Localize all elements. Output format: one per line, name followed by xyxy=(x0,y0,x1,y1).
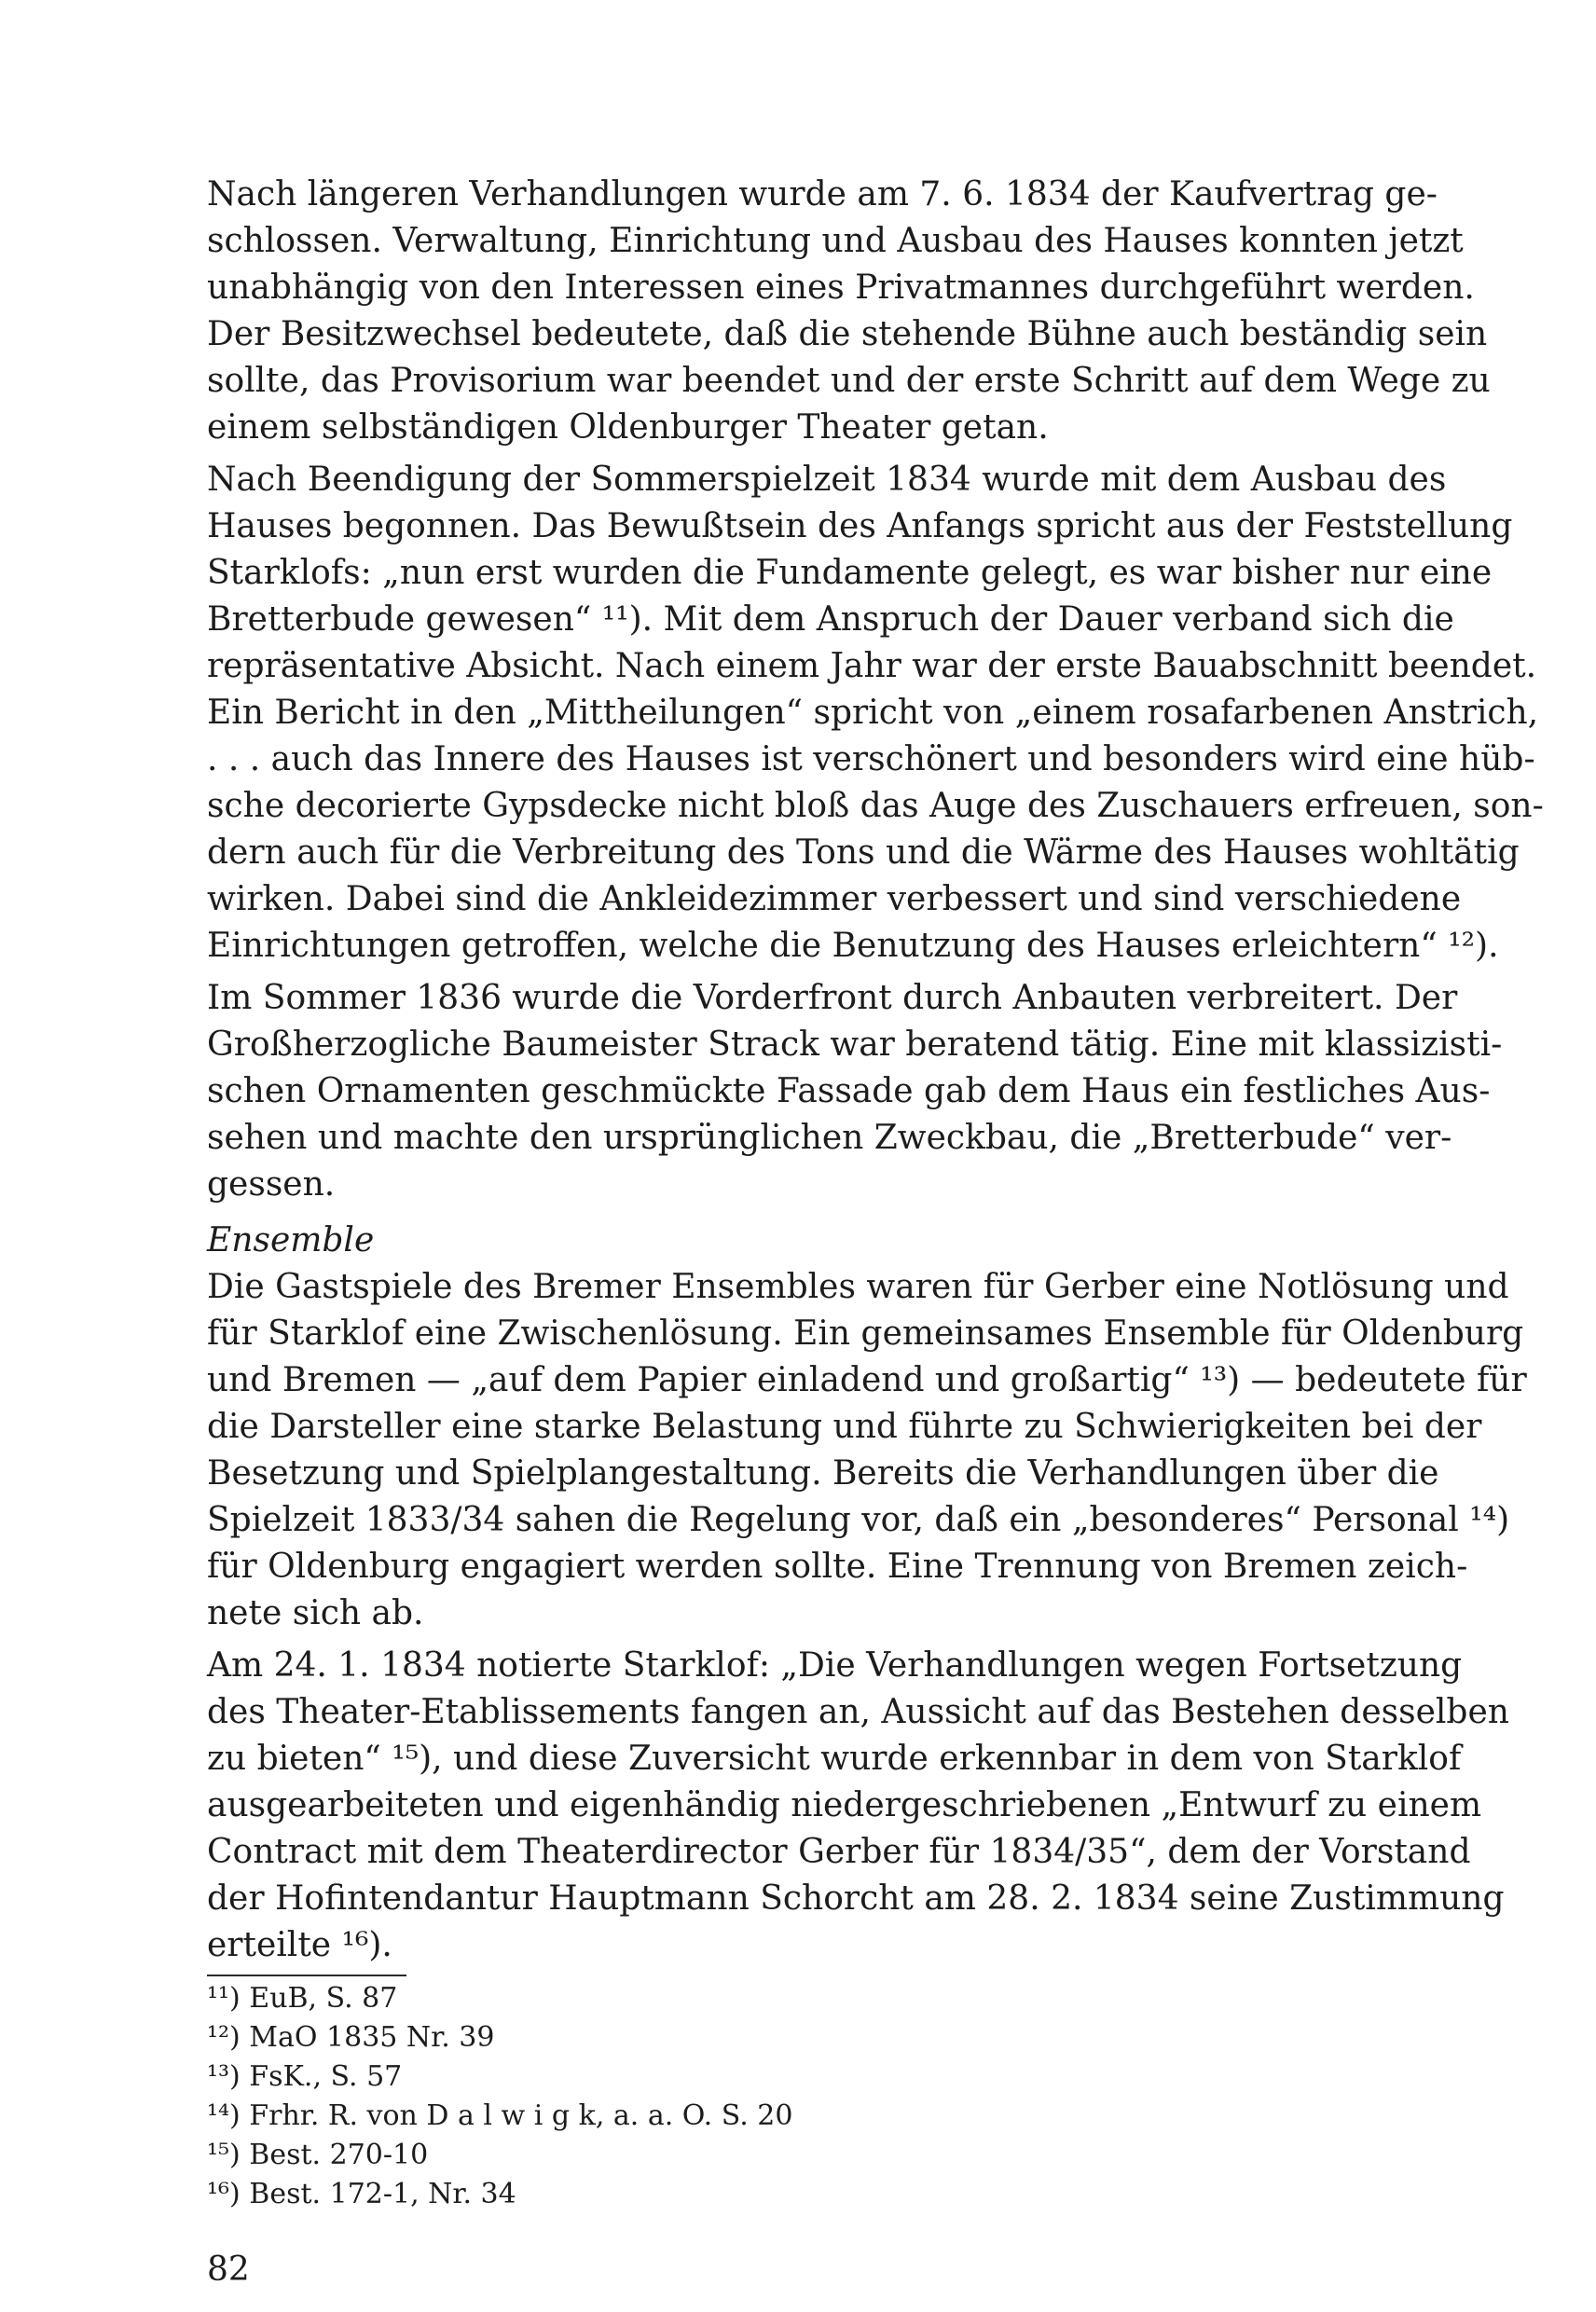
text-line: schlossen. Verwaltung, Einrichtung und Ausbau des Hauses konnten jetzt xyxy=(207,222,1464,260)
footnote: ¹¹) EuB, S. 87 xyxy=(207,1982,398,2015)
text-line: repräsentative Absicht. Nach einem Jahr war der erste Bauabschnitt beendet. xyxy=(207,647,1537,685)
text-line: Großherzogliche Baumeister Strack war beratend tätig. Eine mit klassizisti- xyxy=(207,1025,1503,1064)
footnote-rule xyxy=(207,1975,406,1976)
footnote: ¹⁴) Frhr. R. von D a l w i g k, a. a. O. S. 20 xyxy=(207,2099,793,2132)
footnote: ¹⁵) Best. 270-10 xyxy=(207,2139,429,2171)
text-line: . . . auch das Innere des Hauses ist verschönert und besonders wird eine hüb- xyxy=(207,740,1535,778)
text-line: sehen und machte den ursprünglichen Zweckbau, die „Bretterbude“ ver- xyxy=(207,1119,1452,1157)
text-line: Hauses begonnen. Das Bewußtsein des Anfangs spricht aus der Feststellung xyxy=(207,507,1513,545)
text-line: Am 24. 1. 1834 notierte Starklof: „Die Verhandlungen wegen Fortsetzung xyxy=(207,1646,1463,1685)
text-line: Ein Bericht in den „Mittheilungen“ spricht von „einem rosafarbenen Anstrich, xyxy=(207,694,1539,732)
text-line: ausgearbeiteten und eigenhändig niedergeschriebenen „Entwurf zu einem xyxy=(207,1786,1482,1824)
text-line: dern auch für die Verbreitung des Tons und die Wärme des Hauses wohltätig xyxy=(207,833,1520,872)
section-heading: Ensemble xyxy=(207,1221,375,1259)
page-number: 82 xyxy=(207,2250,250,2289)
text-line: schen Ornamenten geschmückte Fassade gab dem Haus ein festliches Aus- xyxy=(207,1072,1491,1110)
text-line: sollte, das Provisorium war beendet und der erste Schritt auf dem Wege zu xyxy=(207,362,1491,400)
text-line: und Bremen — „auf dem Papier einladend und großartig“ ¹³) — bedeutete für xyxy=(207,1361,1527,1399)
text-line: Der Besitzwechsel bedeutete, daß die stehende Bühne auch beständig sein xyxy=(207,315,1488,353)
footnote: ¹⁶) Best. 172-1, Nr. 34 xyxy=(207,2178,516,2210)
text-line: Im Sommer 1836 wurde die Vorderfront durch Anbauten verbreitert. Der xyxy=(207,979,1458,1017)
text-line: Besetzung und Spielplangestaltung. Bereits die Verhandlungen über die xyxy=(207,1454,1439,1493)
text-line: Einrichtungen getroffen, welche die Benutzung des Hauses erleichtern“ ¹²). xyxy=(207,927,1499,965)
text-line: Spielzeit 1833/34 sahen die Regelung vor, daß ein „besonderes“ Personal ¹⁴) xyxy=(207,1501,1510,1539)
text-line: unabhängig von den Interessen eines Privatmannes durchgeführt werden. xyxy=(207,268,1475,307)
text-line: für Oldenburg engagiert werden sollte. Eine Trennung von Bremen zeich- xyxy=(207,1548,1468,1586)
text-line: gessen. xyxy=(207,1165,336,1204)
text-line: erteilte ¹⁶). xyxy=(207,1926,392,1964)
text-line: nete sich ab. xyxy=(207,1594,424,1632)
text-line: zu bieten“ ¹⁵), und diese Zuversicht wurde erkennbar in dem von Starklof xyxy=(207,1740,1462,1778)
text-line: Nach Beendigung der Sommerspielzeit 1834 wurde mit dem Ausbau des xyxy=(207,461,1447,499)
text-line: einem selbständigen Oldenburger Theater getan. xyxy=(207,408,1049,447)
text-line: der Hofintendantur Hauptmann Schorcht am 28. 2. 1834 seine Zustimmung xyxy=(207,1879,1505,1918)
footnote: ¹³) FsK., S. 57 xyxy=(207,2060,403,2093)
text-line: für Starklof eine Zwischenlösung. Ein gemeinsames Ensemble für Oldenburg xyxy=(207,1314,1524,1353)
text-line: wirken. Dabei sind die Ankleidezimmer verbessert und sind verschiedene xyxy=(207,880,1462,918)
text-line: Contract mit dem Theaterdirector Gerber für 1834/35“, dem der Vorstand xyxy=(207,1833,1471,1871)
text-line: Nach längeren Verhandlungen wurde am 7. 6. 1834 der Kaufvertrag ge- xyxy=(207,175,1438,213)
footnote: ¹²) MaO 1835 Nr. 39 xyxy=(207,2021,495,2054)
text-line: des Theater-Etablissements fangen an, Aussicht auf das Bestehen desselben xyxy=(207,1693,1509,1731)
text-line: Bretterbude gewesen“ ¹¹). Mit dem Anspruch der Dauer verband sich die xyxy=(207,600,1454,639)
text-line: Starklofs: „nun erst wurden die Fundamente gelegt, es war bisher nur eine xyxy=(207,554,1493,592)
text-line: die Darsteller eine starke Belastung und führte zu Schwierigkeiten bei der xyxy=(207,1408,1482,1446)
text-line: Die Gastspiele des Bremer Ensembles waren für Gerber eine Notlösung und xyxy=(207,1268,1509,1306)
text-line: sche decorierte Gypsdecke nicht bloß das Auge des Zuschauers erfreuen, son- xyxy=(207,787,1544,825)
